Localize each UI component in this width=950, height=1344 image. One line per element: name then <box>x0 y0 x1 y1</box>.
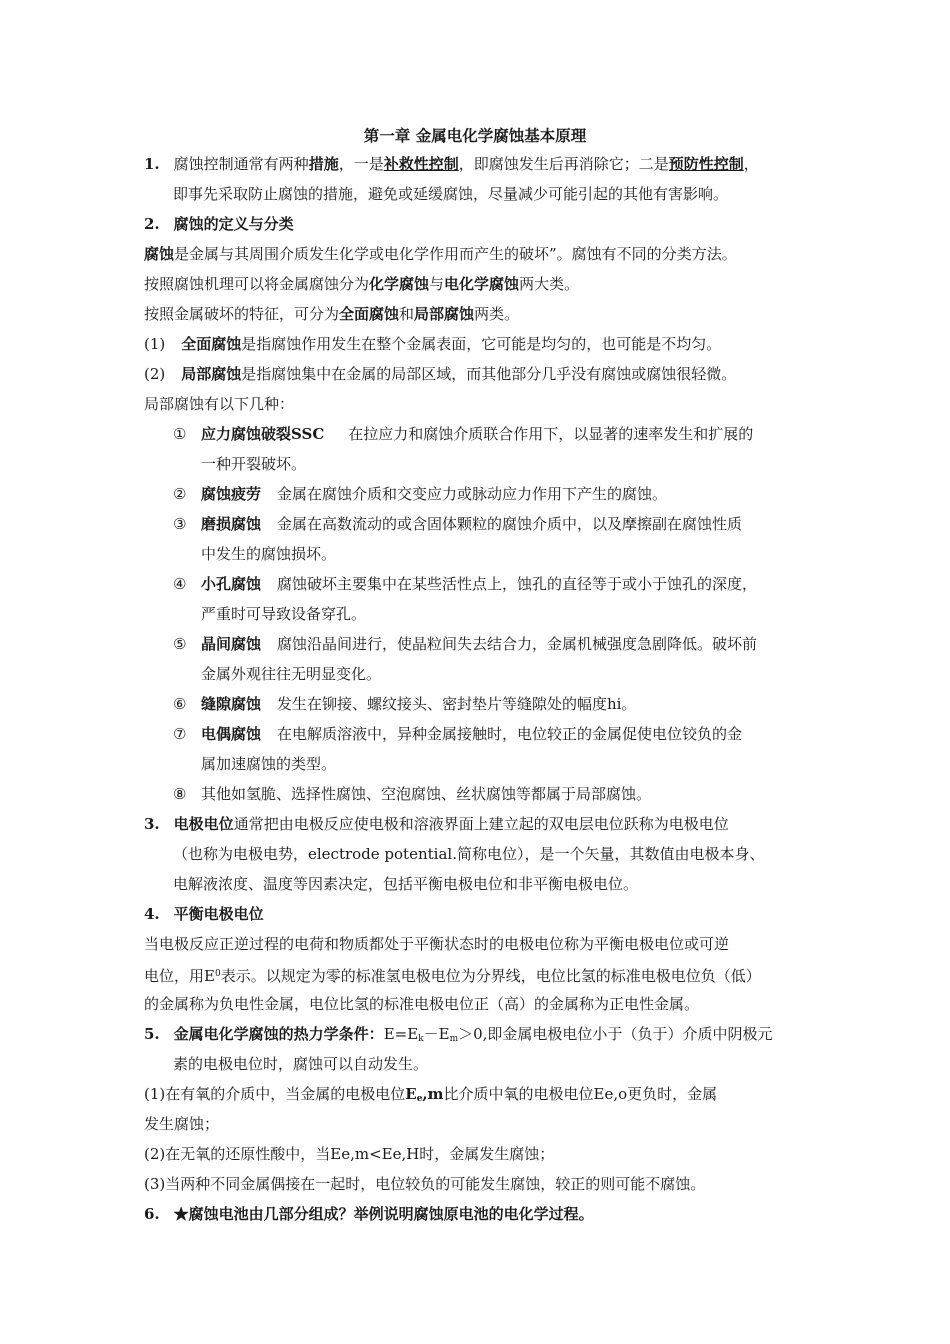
section-1-number: 1. <box>144 155 160 173</box>
list-item-intergranular: ⑤ 晶间腐蚀 腐蚀沿晶间进行，使晶粒间失去结合力，金属机械强度急剧降低。破坏前 <box>173 635 758 653</box>
section-1-line-1: 1. 腐蚀控制通常有两种措施，一是补救性控制，即腐蚀发生后再消除它；二是预防性控制， <box>144 155 759 173</box>
list-item-intergranular-cont: 金属外观往往无明显变化。 <box>201 665 382 683</box>
list-item-stress-corrosion-cont: 一种开裂破坏。 <box>201 455 307 473</box>
formula: $E=E_k-E_m$ <box>383 1025 459 1044</box>
general-corrosion-item: (1) 全面腐蚀是指腐蚀作用发生在整个金属表面，它可能是均匀的，也可能是不均匀。 <box>144 335 722 353</box>
condition-1-cont: 发生腐蚀； <box>144 1115 220 1133</box>
list-item-galvanic-cont: 属加速腐蚀的类型。 <box>201 755 337 773</box>
keyword-measures: 措施 <box>308 155 339 173</box>
section-3-line-1: 3. 电极电位通常把由电极反应使电极和溶液界面上建立起的双电层电位跃称为电极电位 <box>144 815 729 833</box>
keyword-preventive-control: 预防性控制 <box>668 155 744 173</box>
chapter-title: 第一章 金属电化学腐蚀基本原理 <box>363 126 587 145</box>
classification-by-mechanism: 按照腐蚀机理可以将金属腐蚀分为化学腐蚀与电化学腐蚀两大类。 <box>144 275 580 293</box>
list-item-stress-corrosion: ① 应力腐蚀破裂SSC 在拉应力和腐蚀介质联合作用下，以显著的速率发生和扩展的 <box>173 425 754 443</box>
section-1-line-2: 即事先采取防止腐蚀的措施，避免或延缓腐蚀，尽量减少可能引起的其他有害影响。 <box>173 185 729 203</box>
classification-by-feature: 按照金属破坏的特征，可分为全面腐蚀和局部腐蚀两类。 <box>144 305 520 323</box>
list-item-erosion-corrosion: ③ 磨损腐蚀 金属在高数流动的或含固体颗粒的腐蚀介质中，以及摩擦副在腐蚀性质 <box>173 515 743 533</box>
condition-2: (2)在无氧的还原性酸中，当Ee,m<Ee,H时，金属发生腐蚀； <box>144 1145 555 1163</box>
list-item-pitting: ④ 小孔腐蚀 腐蚀破坏主要集中在某些活性点上，蚀孔的直径等于或小于蚀孔的深度， <box>173 575 758 593</box>
list-item-corrosion-fatigue: ② 腐蚀疲劳 金属在腐蚀介质和交变应力或脉动应力作用下产生的腐蚀。 <box>173 485 668 503</box>
local-corrosion-item: (2) 局部腐蚀是指腐蚀集中在金属的局部区域，而其他部分几乎没有腐蚀或腐蚀很轻微。 <box>144 365 737 383</box>
section-6-question: 6. ★腐蚀电池由几部分组成？举例说明腐蚀原电池的电化学过程。 <box>144 1205 594 1223</box>
keyword-electrode-potential: 电极电位 <box>173 815 234 833</box>
section-3-line-2: （也称为电极电势，electrode potential.简称电位），是一个矢量，其数值由电极本身、 <box>173 845 765 863</box>
keyword-remedial-control: 补救性控制 <box>383 155 459 173</box>
list-item-crevice: ⑥ 缝隙腐蚀 发生在铆接、螺纹接头、密封垫片等缝隙处的幅度hi。 <box>173 695 637 713</box>
condition-1: (1)在有氧的介质中，当金属的电极电位$E_e,m$比介质中氧的电极电位Ee,o更负时，金属 <box>144 1085 718 1104</box>
section-4-heading: 4. 平衡电极电位 <box>144 905 264 923</box>
list-item-others: ⑧ 其他如氢脆、选择性腐蚀、空泡腐蚀、丝状腐蚀等都属于局部腐蚀。 <box>173 785 652 803</box>
section-4-line-1: 当电极反应正逆过程的电荷和物质都处于平衡状态时的电极电位称为平衡电极电位或可逆 <box>144 935 730 953</box>
section-2-heading: 2. 腐蚀的定义与分类 <box>144 215 294 233</box>
keyword-thermodynamic-condition: 金属电化学腐蚀的热力学条件： <box>173 1025 384 1043</box>
section-3-line-3: 电解液浓度、温度等因素决定，包括平衡电极电位和非平衡电极电位。 <box>173 875 639 893</box>
section-5-line-2: 素的电极电位时，腐蚀可以自动发生。 <box>173 1055 429 1073</box>
list-item-pitting-cont: 严重时可导致设备穿孔。 <box>201 605 367 623</box>
list-item-erosion-corrosion-cont: 中发生的腐蚀损坏。 <box>201 545 337 563</box>
section-4-line-3: 的金属称为负电性金属，电位比氢的标准电极电位正（高）的金属称为正电性金属。 <box>144 995 700 1013</box>
list-item-galvanic: ⑦ 电偶腐蚀 在电解质溶液中，异种金属接触时，电位较正的金属促使电位铰负的金 <box>173 725 743 743</box>
section-4-line-2: 电位，用$E^0$表示。以规定为零的标准氢电极电位为分界线，电位比氢的标准电极电位负（低） <box>144 967 761 985</box>
section-5-line-1: 5. 金属电化学腐蚀的热力学条件：$E=E_k-E_m>0$,即金属电极电位小于（负于）介质中阴极元 <box>144 1025 773 1044</box>
condition-3: (3)当两种不同金属偶接在一起时，电位较负的可能发生腐蚀，较正的则可能不腐蚀。 <box>144 1175 706 1193</box>
local-corrosion-intro: 局部腐蚀有以下几种： <box>144 395 295 413</box>
corrosion-definition: 腐蚀是金属与其周围介质发生化学或电化学作用而产生的破坏”。腐蚀有不同的分类方法。 <box>144 245 737 263</box>
